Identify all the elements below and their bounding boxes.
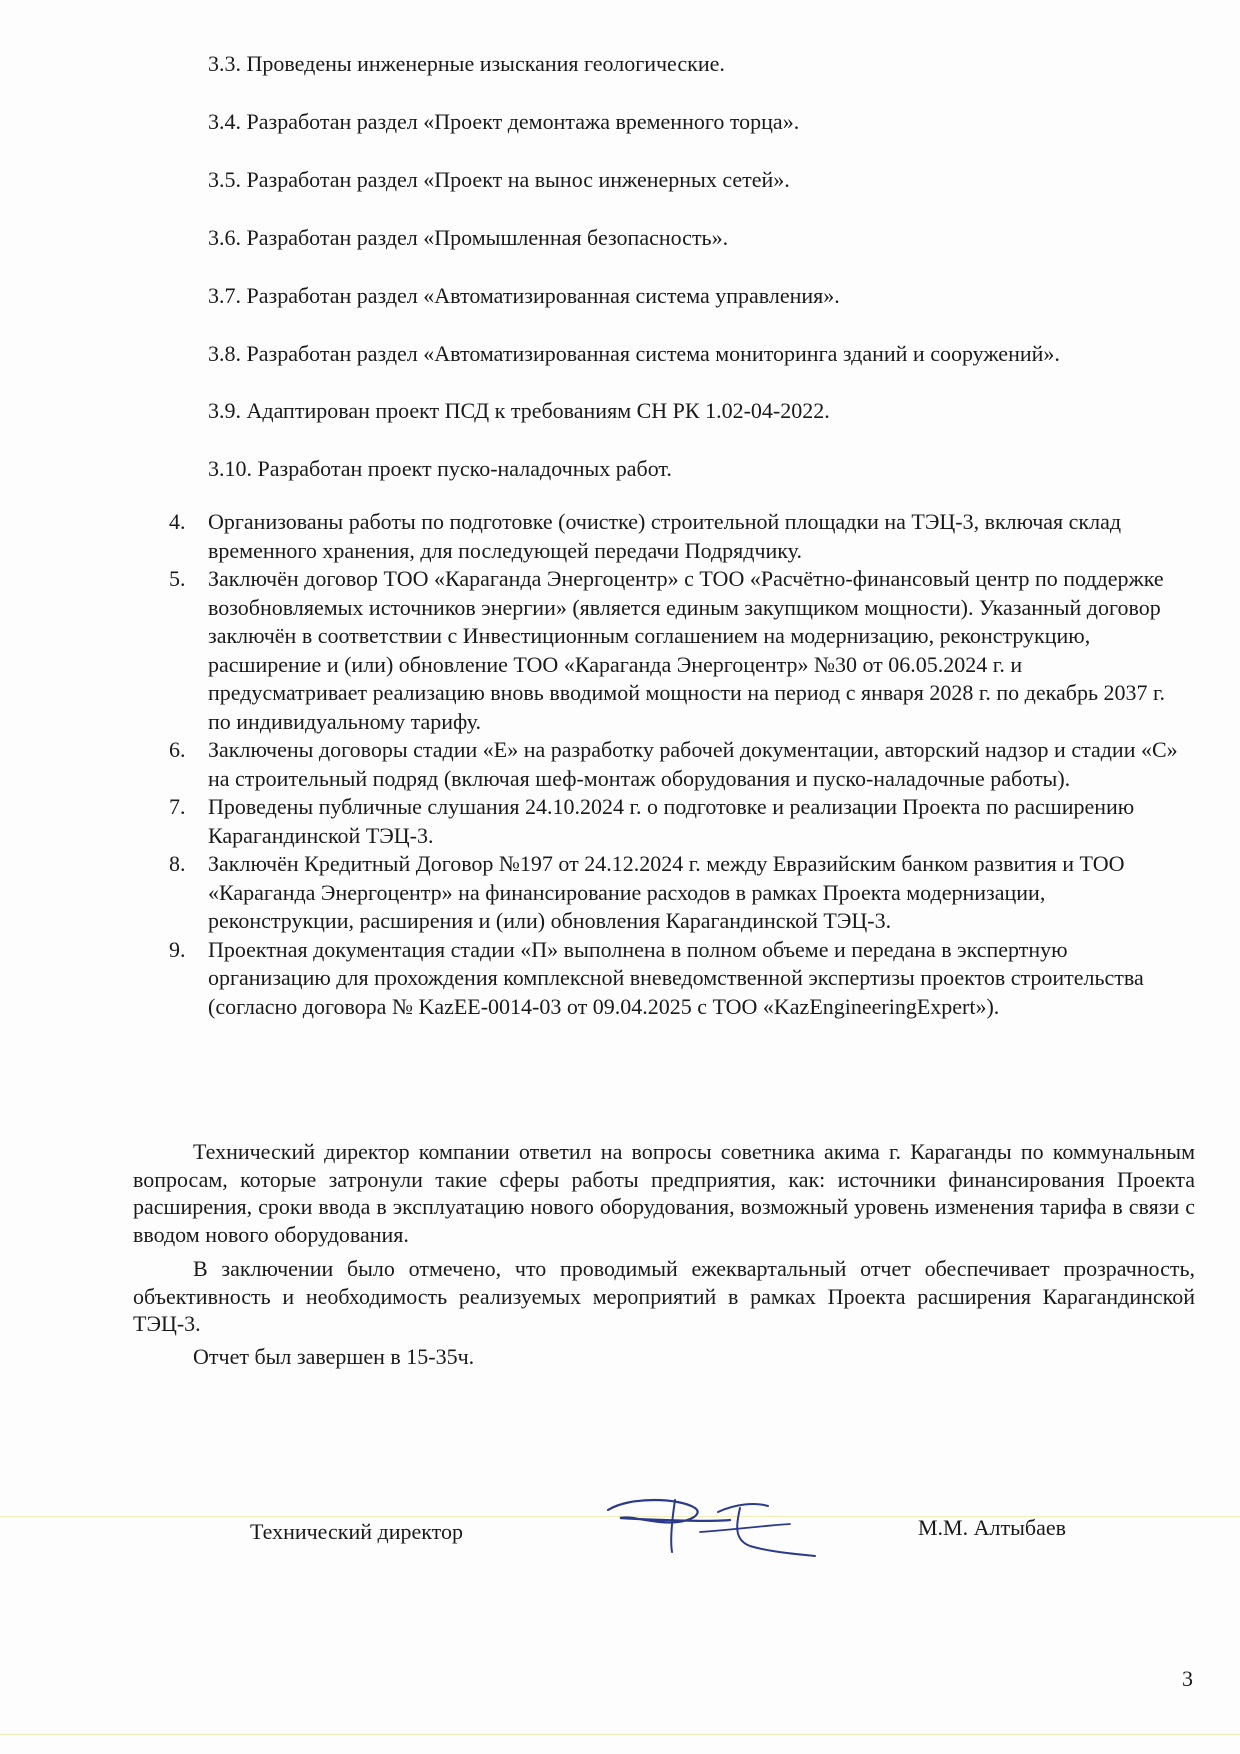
list-item [165,565,1185,736]
list-item-number: 9. [169,936,186,962]
subitem-3-5: 3.5. Разработан раздел «Проект на вынос инженерных сетей». [208,167,790,192]
list-item [165,793,1185,850]
paragraph-answers: Технический директор компании ответил на вопросы советника акима г. Караганды по коммунальным вопросам, которые затронули такие сферы работы предприятия, как: источники финансирования Проекта расширения, сроки ввода в эксплуатацию нового оборудования, возможный уровень изменения тарифа в связи с вводом нового оборудования. [133,1139,1195,1247]
list-item [165,850,1185,936]
list-item-number: 6. [169,737,186,762]
signatory-title: Технический директор [250,1519,463,1544]
list-item-number: 7. [169,794,186,819]
list-item [165,508,1185,565]
subitem-3-3: 3.3. Проведены инженерные изыскания геологические. [208,51,725,76]
subitem-3-8: 3.8. Разработан раздел «Автоматизированная система мониторинга зданий и сооружений». [208,341,1060,366]
list-item [165,936,1185,1022]
list-item-text: Проектная документация стадии «П» выполнена в полном объеме и передана в экспертную организацию для прохождения комплексной вневедомственной экспертизы проектов строительства (согласно договора № KazEE-0014-03 от 09.04.2025 с ТОО «KazEngineeringExpert»). [208,936,1144,1019]
numbered-list [165,508,1185,1021]
subitem-3-6: 3.6. Разработан раздел «Промышленная безопасность». [208,225,729,250]
list-item-text: Организованы работы по подготовке (очистке) строительной площадки на ТЭЦ-3, включая склад временного хранения, для последующей передачи Подрядчику. [208,509,1122,563]
list-item-text: Проведены публичные слушания 24.10.2024 г. о подготовке и реализации Проекта по расширению Карагандинской ТЭЦ-3. [208,794,1135,848]
scan-artifact-line [0,1734,1240,1735]
list-item-number: 4. [169,509,186,534]
list-item-text: Заключены договоры стадии «Е» на разработку рабочей документации, авторский надзор и стадии «С» на строительный подряд (включая шеф-монтаж оборудования и пуско-наладочные работы). [208,737,1178,791]
subitem-3-10: 3.10. Разработан проект пуско-наладочных работ. [208,456,672,481]
list-item-text: Заключён договор ТОО «Караганда Энергоцентр» с ТОО «Расчётно-финансовый центр по поддержке возобновляемых источников энергии» (является единым закупщиком мощности). Указанный договор заключён в соответствии с Инвестиционным соглашением на модернизацию, реконструкцию, расширение и (или) обновление ТОО «Караганда Энергоцентр» №30 от 06.05.2024 г. и предусматривает реализацию вновь вводимой мощности на период с января 2028 г. по декабрь 2037 г. по индивидуальному тарифу. [208,566,1166,734]
subitem-3-9: 3.9. Адаптирован проект ПСД к требованиям СН РК 1.02-04-2022. [208,398,830,423]
signatory-name: М.М. Алтыбаев [918,1515,1066,1540]
subitem-3-4: 3.4. Разработан раздел «Проект демонтажа временного торца». [208,109,800,134]
list-item-number: 5. [169,566,186,591]
list-item-number: 8. [169,851,186,876]
list-item-text: Заключён Кредитный Договор №197 от 24.12.2024 г. между Евразийским банком развития и ТОО «Караганда Энергоцентр» на финансирование расходов в рамках Проекта модернизации, реконструкции, расширения и (или) обновления Карагандинской ТЭЦ-3. [208,851,1125,933]
handwritten-signature [600,1490,820,1560]
page-number: 3 [1182,1666,1193,1691]
paragraph-conclusion: В заключении было отмечено, что проводимый ежеквартальный отчет обеспечивает прозрачность, объективность и необходимость реализуемых мероприятий в рамках Проекта расширения Карагандинской ТЭЦ-3. [133,1256,1195,1336]
paragraph-closing-time: Отчет был завершен в 15-35ч. [193,1344,475,1369]
subitem-3-7: 3.7. Разработан раздел «Автоматизированная система управления». [208,283,840,308]
list-item [165,736,1185,793]
